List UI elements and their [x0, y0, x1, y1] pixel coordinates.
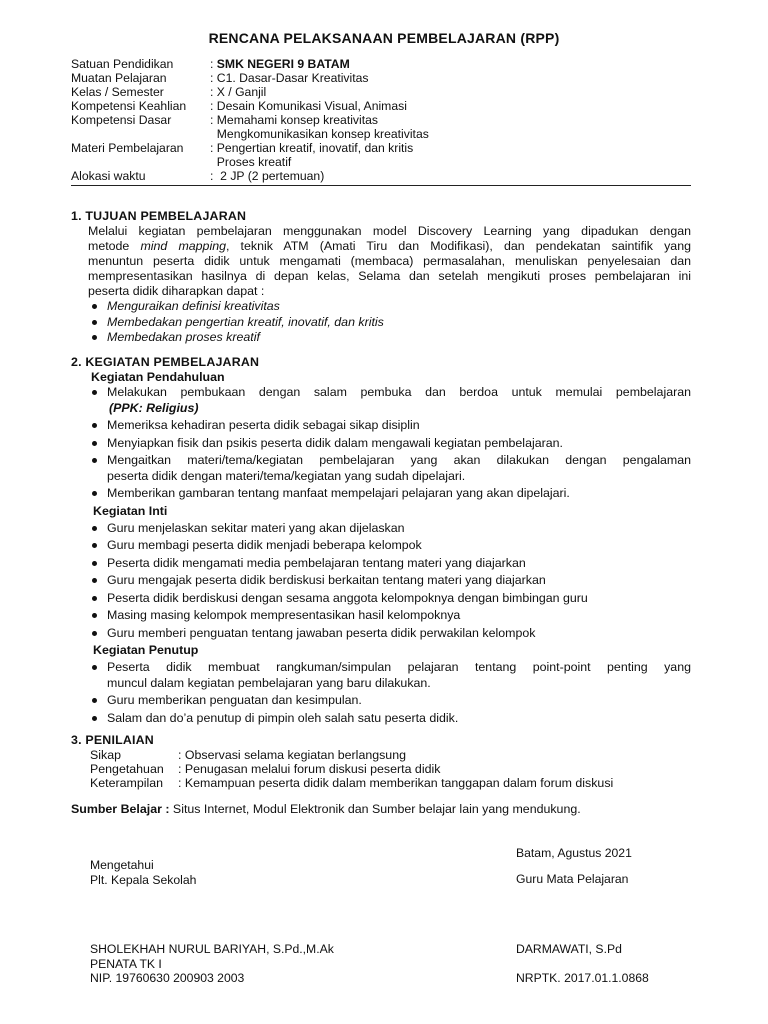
right-signatory	[516, 942, 649, 986]
inti-list	[71, 521, 691, 642]
list-item: Salam dan do’a penutup di pimpin oleh salah satu peserta didik.	[88, 711, 691, 727]
left-signatory-name: SHOLEKHAH NURUL BARIYAH, S.Pd.,M.Ak	[90, 942, 334, 956]
section-heading: 1. TUJUAN PEMBELAJARAN	[71, 209, 247, 223]
penutup-list	[71, 660, 691, 726]
section-kegiatan	[71, 355, 691, 726]
list-item: Guru memberi penguatan tentang jawaban peserta didik perwakilan kelompok	[88, 626, 691, 642]
list-item: Membedakan proses kreatif	[88, 330, 691, 346]
identity-value: : Pengertian kreatif, inovatif, dan kritis	[210, 141, 414, 155]
document-title: RENCANA PELAKSANAAN PEMBELAJARAN (RPP)	[208, 30, 560, 46]
identity-row-muatan	[71, 71, 691, 85]
pendahuluan-list	[71, 385, 691, 502]
tujuan-list	[71, 299, 691, 346]
left-signatory	[90, 942, 334, 986]
identity-row-kelas	[71, 85, 691, 99]
list-item: Menyiapkan fisik dan psikis peserta didik dalam mengawali kegiatan pembelajaran.	[88, 436, 691, 452]
list-item: Masing masing kelompok mempresentasikan hasil kelompoknya	[88, 608, 691, 624]
sumber-label: Sumber Belajar :	[71, 802, 170, 816]
list-item: Guru membagi peserta didik menjadi beberapa kelompok	[88, 538, 691, 554]
identity-value: : Desain Komunikasi Visual, Animasi	[210, 99, 407, 113]
left-signatory-rank: PENATA TK I	[90, 956, 162, 971]
penilaian-table	[71, 748, 691, 790]
list-item: Peserta didik membuat rangkuman/simpulan pelajaran tentang point-point penting yang muncul dalam kegiatan pembelajaran yang baru dilakukan.	[88, 660, 691, 691]
identity-row-kompetensi-keahlian	[71, 99, 691, 113]
identity-value: Mengkomunikasikan konsep kreativitas	[216, 127, 429, 141]
identity-label: Kelas / Semester	[71, 85, 164, 99]
sumber-belajar	[71, 802, 581, 816]
penilaian-row: Pengetahuan : Penugasan melalui forum diskusi peserta didik	[90, 762, 441, 776]
right-signatory-nrptk: NRPTK. 2017.01.1.0868	[516, 971, 649, 985]
right-signatory-name: DARMAWATI, S.Pd	[516, 942, 622, 956]
identity-label: Kompetensi Keahlian	[71, 99, 187, 113]
identity-value: : 2 JP (2 pertemuan)	[210, 169, 325, 183]
subheading-penutup: Kegiatan Penutup	[93, 643, 199, 657]
right-signatory-role: Guru Mata Pelajaran	[516, 872, 629, 886]
identity-value: Proses kreatif	[216, 155, 292, 169]
identity-label: Materi Pembelajaran	[71, 141, 184, 155]
list-item: Guru memberikan penguatan dan kesimpulan.	[88, 693, 691, 709]
identity-table	[71, 57, 691, 183]
list-item: Memberikan gambaran tentang manfaat mempelajari pelajaran yang akan dipelajari.	[88, 486, 691, 502]
section-heading: 2. KEGIATAN PEMBELAJARAN	[71, 355, 260, 369]
tujuan-paragraph: Melalui kegiatan pembelajaran menggunakan model Discovery Learning yang dipadukan dengan metode mind mapping, teknik ATM (Amati Tiru dan Modifikasi), dan pendekatan saintifik yang menuntun peserta didik untuk mengamati (membaca) permasalahan, menuliskan penyelesaian dan mempresentasikan hasilnya di depan kelas, Selama dan setelah mengikuti proses pembelajaran ini peserta didik diharapkan dapat :	[88, 224, 691, 298]
identity-label: Alokasi waktu	[71, 169, 146, 183]
identity-label: Muatan Pelajaran	[71, 71, 167, 85]
penilaian-row: Sikap : Observasi selama kegiatan berlangsung	[90, 748, 406, 762]
identity-label: Kompetensi Dasar	[71, 113, 172, 127]
left-signatory-nip: NIP. 19760630 200903 2003	[90, 971, 245, 985]
list-item: Mengaitkan materi/tema/kegiatan pembelajaran yang akan dilakukan dengan pengalaman peserta didik dengan materi/tema/kegiatan yang sudah dipelajari.	[88, 453, 691, 484]
header-divider	[71, 185, 691, 186]
identity-row-satuan	[71, 57, 691, 71]
list-item: Menguraikan definisi kreativitas	[88, 299, 691, 315]
penilaian-row: Keterampilan : Kemampuan peserta didik dalam memberikan tanggapan dalam forum diskusi	[90, 776, 614, 790]
left-signatory-role: Mengetahui Plt. Kepala Sekolah	[90, 858, 197, 887]
section-tujuan	[71, 209, 691, 346]
list-item: Guru menjelaskan sekitar materi yang akan dijelaskan	[88, 521, 691, 537]
list-item: Melakukan pembukaan dengan salam pembuka dan berdoa untuk memulai pembelajaran (PPK: Religius)	[88, 385, 691, 416]
section-heading: 3. PENILAIAN	[71, 733, 154, 747]
identity-value: : C1. Dasar-Dasar Kreativitas	[210, 71, 369, 85]
section-penilaian	[71, 733, 691, 790]
identity-value: : SMK NEGERI 9 BATAM	[210, 57, 350, 71]
identity-row-kompetensi-dasar-2	[71, 127, 691, 141]
identity-value: : X / Ganjil	[210, 85, 267, 99]
subheading-inti: Kegiatan Inti	[93, 503, 168, 518]
list-item: Membedakan pengertian kreatif, inovatif, dan kritis	[88, 315, 691, 331]
place-date: Batam, Agustus 2021	[516, 846, 632, 860]
list-item: Peserta didik berdiskusi dengan sesama anggota kelompoknya dengan bimbingan guru	[88, 591, 691, 607]
subheading-pendahuluan: Kegiatan Pendahuluan	[91, 370, 225, 384]
sumber-value: Situs Internet, Modul Elektronik dan Sumber belajar lain yang mendukung.	[169, 802, 581, 816]
list-item: Peserta didik mengamati media pembelajaran tentang materi yang diajarkan	[88, 556, 691, 572]
identity-value: : Memahami konsep kreativitas	[210, 113, 378, 127]
identity-row-materi-2	[71, 155, 691, 169]
identity-row-materi	[71, 141, 691, 155]
identity-label: Satuan Pendidikan	[71, 57, 174, 71]
identity-row-kompetensi-dasar	[71, 113, 691, 127]
list-item: Memeriksa kehadiran peserta didik sebagai sikap disiplin	[88, 418, 691, 434]
list-item: Guru mengajak peserta didik berdiskusi berkaitan tentang materi yang diajarkan	[88, 573, 691, 589]
identity-row-alokasi	[71, 169, 691, 183]
